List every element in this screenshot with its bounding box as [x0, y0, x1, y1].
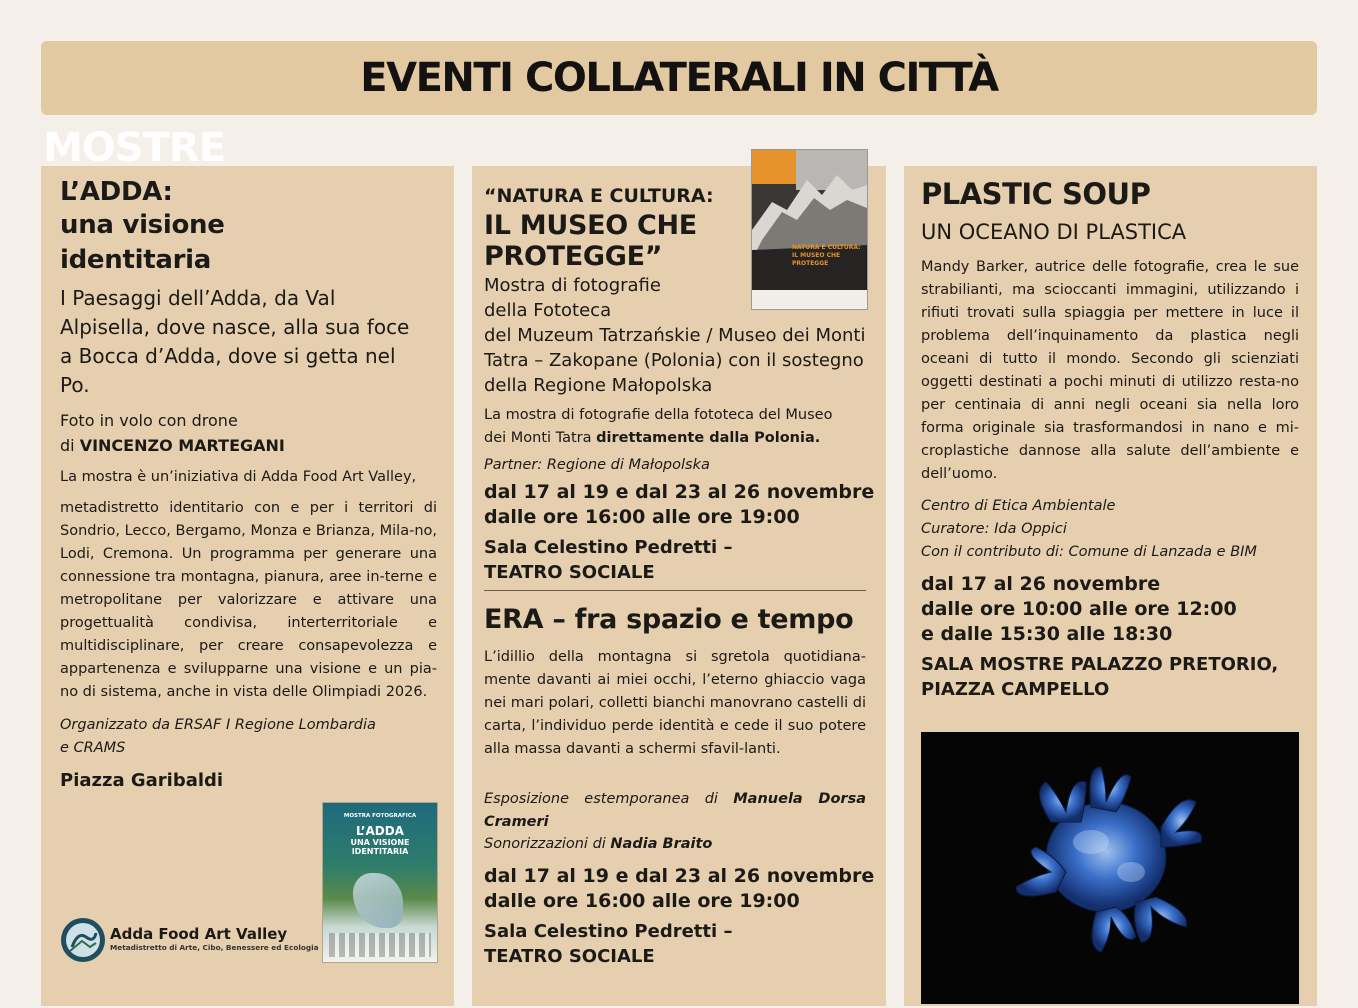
- event-subtitle-line: Mostra di fotografie: [484, 275, 661, 296]
- poster-kicker: MOSTRA FOTOGRAFICA: [343, 813, 417, 819]
- organizer-credit: Centro di Etica Ambientale: [921, 498, 1116, 514]
- event-subtitle-line: Po.: [60, 373, 90, 397]
- event-title-quote: “NATURA E CULTURA:: [484, 185, 714, 207]
- event-title-line: L’ADDA:: [60, 177, 173, 207]
- event-title-line: IL MUSEO CHE: [484, 210, 697, 241]
- era-exhibition-credit: Esposizione estemporanea di Manuela Dorsa Crameri: [484, 791, 866, 830]
- event-title-line: PROTEGGE”: [484, 241, 663, 272]
- event-subtitle-line: Alpisella, dove nasce, alla sua foce: [60, 315, 410, 339]
- event-subtitle: UN OCEANO DI PLASTICA: [921, 220, 1187, 244]
- event-title: PLASTIC SOUP: [921, 177, 1151, 211]
- event-dates: dal 17 al 19 e dal 23 al 26 novembre: [484, 481, 875, 503]
- poster-title: NATURA E CULTURA: IL MUSEO CHE PROTEGGE: [792, 244, 861, 267]
- poster-sponsor-logos: [329, 933, 431, 957]
- event-subtitle-line: a Bocca d’Adda, dove si getta nel: [60, 344, 396, 368]
- section-label: MOSTRE: [43, 128, 226, 164]
- plastic-gloves-photo: [921, 732, 1299, 1004]
- poster-river-image: [353, 873, 403, 928]
- event-subtitle-line: della Fototeca: [484, 300, 612, 321]
- event-subtitle-line: della Regione Małopolska: [484, 375, 713, 396]
- era-sound-credit: Sonorizzazioni di Nadia Braito: [484, 836, 713, 852]
- event-hours: dalle ore 16:00 alle ore 19:00: [484, 506, 800, 528]
- page-banner: [41, 41, 1317, 115]
- poster-title: UNA VISIONE: [350, 838, 410, 847]
- era-venue: TEATRO SOCIALE: [484, 946, 655, 967]
- photo-credit: Foto in volo con drone: [60, 411, 238, 430]
- logo-title: Adda Food Art Valley: [110, 925, 288, 943]
- adda-logo-icon: [60, 917, 106, 963]
- era-hours: dalle ore 16:00 alle ore 19:00: [484, 890, 800, 912]
- era-venue: Sala Celestino Pedretti –: [484, 921, 733, 942]
- poster-footer: [752, 290, 867, 309]
- partner-credit: Partner: Regione di Małopolska: [484, 457, 710, 473]
- event-subtitle-line: del Muzeum Tatrzańskie / Museo dei Monti: [484, 325, 866, 346]
- event-venue: Sala Celestino Pedretti –: [484, 537, 733, 558]
- organizer-credit: Organizzato da ERSAF I Regione Lombardia: [60, 717, 376, 733]
- era-title: ERA – fra spazio e tempo: [484, 604, 854, 635]
- organizer-credit: e CRAMS: [60, 740, 126, 756]
- event-venue: SALA MOSTRE PALAZZO PRETORIO,: [921, 654, 1279, 675]
- event-dates: dal 17 al 26 novembre: [921, 573, 1161, 595]
- adda-exhibition-poster: [323, 803, 437, 962]
- event-hours: dalle ore 10:00 alle ore 12:00: [921, 598, 1237, 620]
- event-subtitle-line: I Paesaggi dell’Adda, da Val: [60, 286, 336, 310]
- event-venue: Piazza Garibaldi: [60, 770, 224, 791]
- photographer-name: VINCENZO MARTEGANI: [79, 436, 285, 455]
- event-venue: TEATRO SOCIALE: [484, 562, 655, 583]
- photographer-credit: di VINCENZO MARTEGANI: [60, 436, 285, 455]
- event-description: dei Monti Tatra direttamente dalla Polonia.: [484, 430, 821, 446]
- event-title-line: una visione: [60, 210, 225, 240]
- event-description-lead: La mostra è un’iniziativa di Adda Food Art Valley,: [60, 469, 417, 485]
- event-description: Mandy Barker, autrice delle fotografie, crea le sue strabilianti, ma scioccanti immagini, utilizzando i rifiuti trovati sulla spiaggia per mettere in luce il problema dell’inquinamento da plastica negli oceani di tutto il mondo. Secondo gli scienziati oggetti destinati a pochi minuti di utilizzo resta-no per centinaia di anni negli oceani sia nella loro forma originale sia trasformandosi in nano e mi-croplastiche dannose alla salute dell’ambiente e dell’uomo.: [921, 259, 1299, 482]
- event-description: La mostra di fotografie della fototeca del Museo: [484, 407, 833, 423]
- page-title: EVENTI COLLATERALI IN CITTÀ: [360, 55, 998, 101]
- poster-accent: [752, 150, 796, 184]
- contributor-credit: Con il contributo di: Comune di Lanzada e BIM: [921, 544, 1257, 560]
- curator-credit: Curatore: Ida Oppici: [921, 521, 1067, 537]
- poster-title: L’ADDA: [356, 824, 404, 838]
- poster-title: IDENTITARIA: [351, 847, 409, 856]
- era-description: L’idillio della montagna si sgretola quotidiana-mente davanti ai miei occhi, l’eterno ghiaccio vaga nei mari polari, colletti bianchi manovrano castelli di carta, l’individuo perde identità e cede il suo potere alla massa davanti a schermi sfavil-lanti.: [484, 649, 866, 757]
- event-hours: e dalle 15:30 alle 18:30: [921, 623, 1173, 645]
- divider: [484, 590, 866, 591]
- museo-exhibition-poster: [752, 150, 867, 309]
- event-title-line: identitaria: [60, 245, 211, 275]
- era-dates: dal 17 al 19 e dal 23 al 26 novembre: [484, 865, 875, 887]
- event-venue: PIAZZA CAMPELLO: [921, 679, 1110, 700]
- logo-subtitle: Metadistretto di Arte, Cibo, Benessere ed Ecologia: [110, 943, 319, 952]
- event-subtitle-line: Tatra – Zakopane (Polonia) con il sostegno: [484, 350, 864, 371]
- event-description: metadistretto identitario con e per i territori di Sondrio, Lecco, Bergamo, Monza e Brianza, Mila-no, Lodi, Cremona. Un programma per generare una connessione tra montagna, pianura, aree in-terne e metropolitane per valorizzare e attivare una progettualità condivisa, interterritoriale e multidisciplinare, per creare consapevolezza e appartenenza e svilupparne una visione e un pia-no di sistema, anche in vista delle Olimpiadi 2026.: [60, 500, 437, 700]
